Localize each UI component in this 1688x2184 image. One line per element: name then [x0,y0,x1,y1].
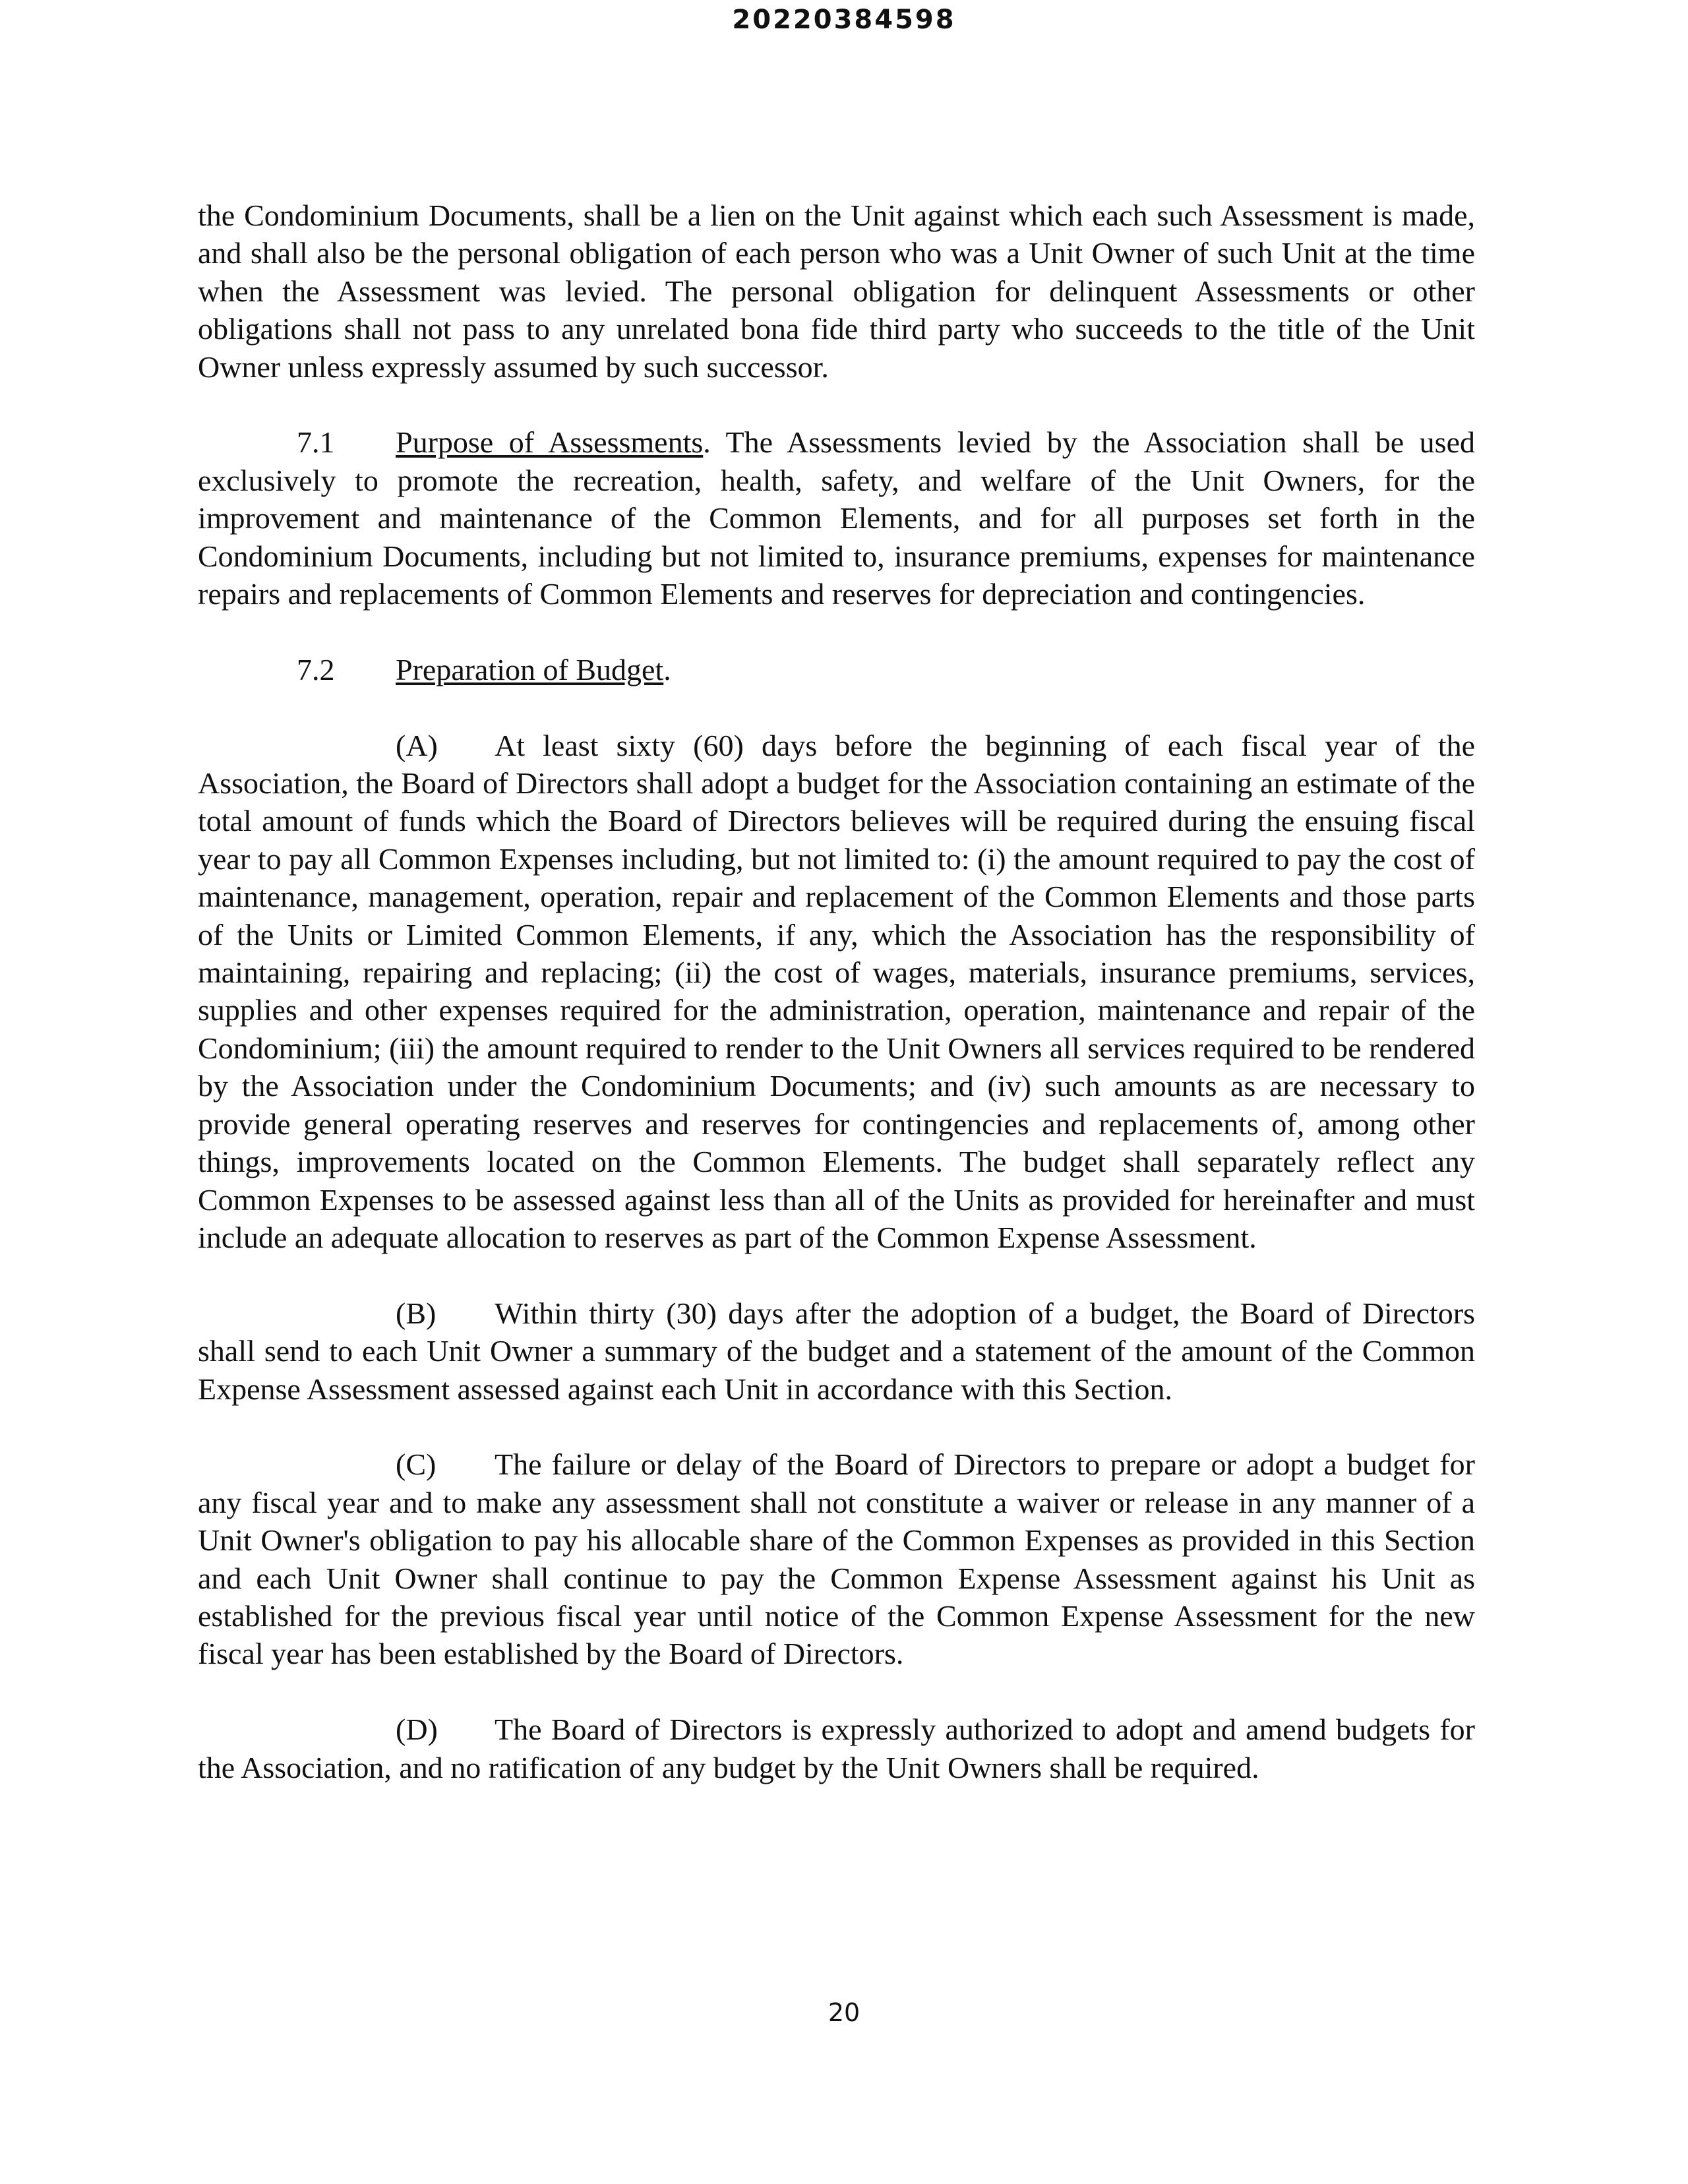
section-number: 7.2 [297,652,335,686]
subsection-a [198,727,1475,1257]
subsection-label: (D) [396,1713,438,1747]
section-7-2 [198,651,1475,688]
section-7-1 [198,423,1475,613]
subsection-c [198,1445,1475,1672]
subsection-text: At least sixty (60) days before the beginning of each fiscal year of the Association, the Board of Directors shall adopt a budget for the Association containing an estimate of the total amount of funds which the Board of Directors believes will be required during the ensuing fiscal year to pay all Common Expenses including, but not limited to: (i) the amount required to pay the cost of maintenance, management, operation, repair and replacement of the Common Elements and those parts of the Units or Limited Common Elements, if any, which the Association has the responsibility of maintaining, repairing and replacing; (ii) the cost of wages, materials, insurance premiums, services, supplies and other expenses required for the administration, operation, maintenance and repair of the Condominium; (iii) the amount required to render to the Unit Owners all services required to be rendered by the Association under the Condominium Documents; and (iv) such amounts as are necessary to provide general operating reserves and reserves for contingencies and replacements of, among other things, improvements located on the Common Elements. The budget shall separately reflect any Common Expenses to be assessed against less than all of the Units as provided for hereinafter and must include an adequate allocation to reserves as part of the Common Expense Assessment. [198,728,1475,1254]
subsection-d [198,1711,1475,1786]
subsection-b [198,1294,1475,1408]
subsection-text: Within thirty (30) days after the adoption of a budget, the Board of Directors shall send to each Unit Owner a summary of the budget and a statement of the amount of the Common Expense Assessment assessed against each Unit in accordance with this Section. [198,1296,1475,1406]
intro-paragraph: the Condominium Documents, shall be a lien on the Unit against which each such Assessment is made, and shall also be the personal obligation of each person who was a Unit Owner of such Unit at the time when the Assessment was levied. The personal obligation for delinquent Assessments or other obligations shall not pass to any unrelated bona fide third party who succeeds to the title of the Unit Owner unless expressly assumed by such successor. [198,198,1475,384]
subsection-label: (B) [396,1296,437,1330]
subsection-text: The failure or delay of the Board of Directors to prepare or adopt a budget for any fiscal year and to make any assessment shall not constitute a waiver or release in any manner of a Unit Owner's obligation to pay his allocable share of the Common Expenses as provided in this Section and each Unit Owner shall continue to pay the Common Expense Assessment against his Unit as established for the previous fiscal year until notice of the Common Expense Assessment for the new fiscal year has been established by the Board of Directors. [198,1447,1475,1671]
subsection-label: (A) [396,728,438,762]
subsection-label: (C) [396,1447,437,1482]
section-heading: Preparation of Budget [396,652,664,686]
heading-period: . [663,652,671,686]
subsection-text: The Board of Directors is expressly authorized to adopt and amend budgets for the Association, and no ratification of any budget by the Unit Owners shall be required. [198,1713,1475,1784]
document-number: 20220384598 [732,5,956,35]
document-body [198,197,1475,1786]
section-heading: Purpose of Assessments [396,425,704,460]
page-number: 20 [828,1998,860,2027]
section-text: The Assessments levied by the Association shall be used exclusively to promote the recreation, health, safety, and welfare of the Unit Owners, for the improvement and maintenance of the Common Elements, and for all purposes set forth in the Condominium Documents, including but not limited to, insurance premiums, expenses for maintenance repairs and replacements of Common Elements and reserves for depreciation and contingencies. [198,425,1475,611]
heading-period: . [703,425,711,460]
section-number: 7.1 [297,425,335,460]
